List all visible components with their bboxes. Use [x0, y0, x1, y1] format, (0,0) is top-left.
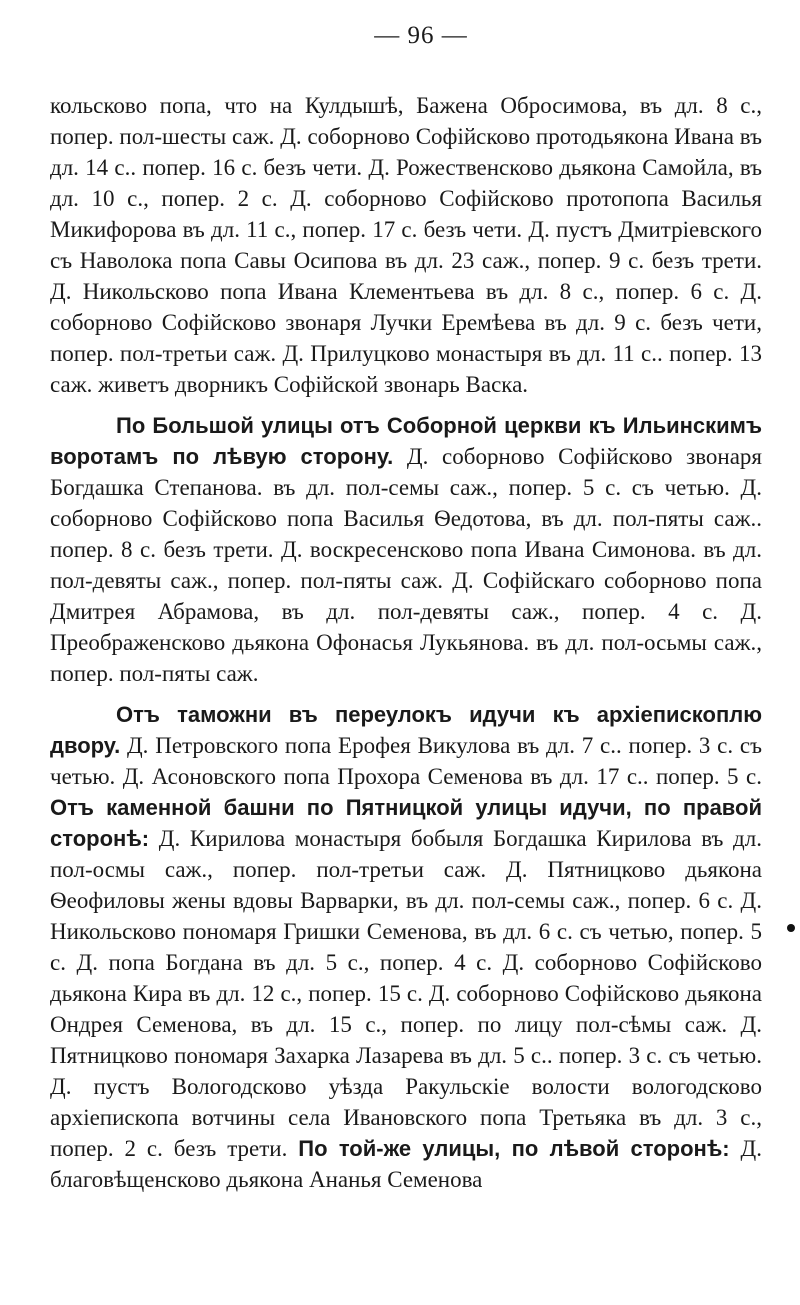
paragraph-3-text-b: Д. Кирилова монастыря бобыля Богдашка Кирилова въ дл. пол-осмы саж., попер. пол-третьи саж. Д. Пятницково дьякона Ѳеофиловы жены вдовы Варварки, въ дл. пол-семы саж., попер. 6 с. Д. Никольсково пономаря Гришки Семенова, въ дл. 6 с. съ четью, попер. 5 с. Д. попа Богдана въ дл. 5 с., попер. 4 с. Д. соборново Софійсково дьякона Кира въ дл. 12 с., попер. 15 с. Д. соборново Софійсково дьякона Ондрея Семенова, въ дл. 15 с., попер. по лицу пол-сѣмы саж. Д. Пятницково пономаря Захарка Лазарева въ дл. 5 с.. попер. 3 с. съ четью. Д. пустъ Вологодсково уѣзда Ракульскіе волости вологодсково архіепископа вотчины села Ивановского попа Третьяка въ дл. 3 с., попер. 2 с. безъ трети. [50, 826, 762, 1161]
document-page [50, 22, 762, 1205]
paragraph-1-text: кольсково попа, что на Кулдышѣ, Бажена Обросимова, въ дл. 8 с., попер. пол-шесты саж. Д. соборново Софійсково протодьякона Ивана въ дл. 14 с.. попер. 16 с. безъ чети. Д. Рожественсково дьякона Самойла, въ дл. 10 с., попер. 2 с. Д. соборново Софійсково протопопа Василья Микифорова въ дл. 11 с., попер. 17 с. безъ чети. Д. пустъ Дмитріевского съ Наволока попа Савы Осипова въ дл. 23 саж., попер. 9 с. безъ трети. Д. Никольсково попа Ивана Клементьева въ дл. 8 с., попер. 6 с. Д. соборново Софійсково звонаря Лучки Еремѣева въ дл. 9 с. безъ чети, попер. пол-третьи саж. Д. Прилуцково монастыря въ дл. 11 с.. попер. 13 саж. живетъ дворникъ Софійской звонарь Васка. [50, 93, 762, 397]
page-number [50, 22, 762, 50]
section-heading-pyatnitskaya-left: По той-же улицы, по лѣвой сторонѣ: [298, 1136, 730, 1161]
section-heading-customs-lane: Отъ таможни въ переулокъ идучи къ архіепископлю двору. [50, 702, 762, 758]
paragraph-3-text-a: Д. Петровского попа Ерофея Викулова въ дл. 7 с.. попер. 3 с. съ четью. Д. Асоновского попа Прохора Семенова въ дл. 17 с.. попер. 5 с. [50, 733, 762, 789]
page-number-text: — 96 — [374, 22, 468, 49]
paragraph-3-text-c: Д. благовѣщенсково дьякона Ананья Семенова [50, 1136, 762, 1192]
paragraph-1 [50, 90, 762, 400]
section-heading-bolshaya-street: По Большой улицы отъ Соборной церкви къ Ильинскимъ воротамъ по лѣвую сторону. [50, 413, 762, 469]
paragraph-3 [50, 699, 762, 1195]
paragraph-2-text: Д. соборново Софійсково звонаря Богдашка Степанова. въ дл. пол-семы саж., попер. 5 с. съ четью. Д. соборново Софійсково попа Василья Ѳедотова, въ дл. пол-пяты саж.. попер. 8 с. безъ трети. Д. воскресенсково попа Ивана Симонова. въ дл. пол-девяты саж., попер. пол-пяты саж. Д. Софійскаго соборново попа Дмитрея Абрамова, въ дл. пол-девяты саж., попер. 4 с. Д. Преображенсково дьякона Офонасья Лукьянова. въ дл. пол-осьмы саж., попер. пол-пяты саж. [50, 444, 763, 686]
paragraph-2 [50, 410, 762, 689]
margin-ink-dot [787, 924, 795, 932]
section-heading-pyatnitskaya-right: Отъ каменной башни по Пятницкой улицы идучи, по правой сторонѣ: [50, 795, 762, 851]
